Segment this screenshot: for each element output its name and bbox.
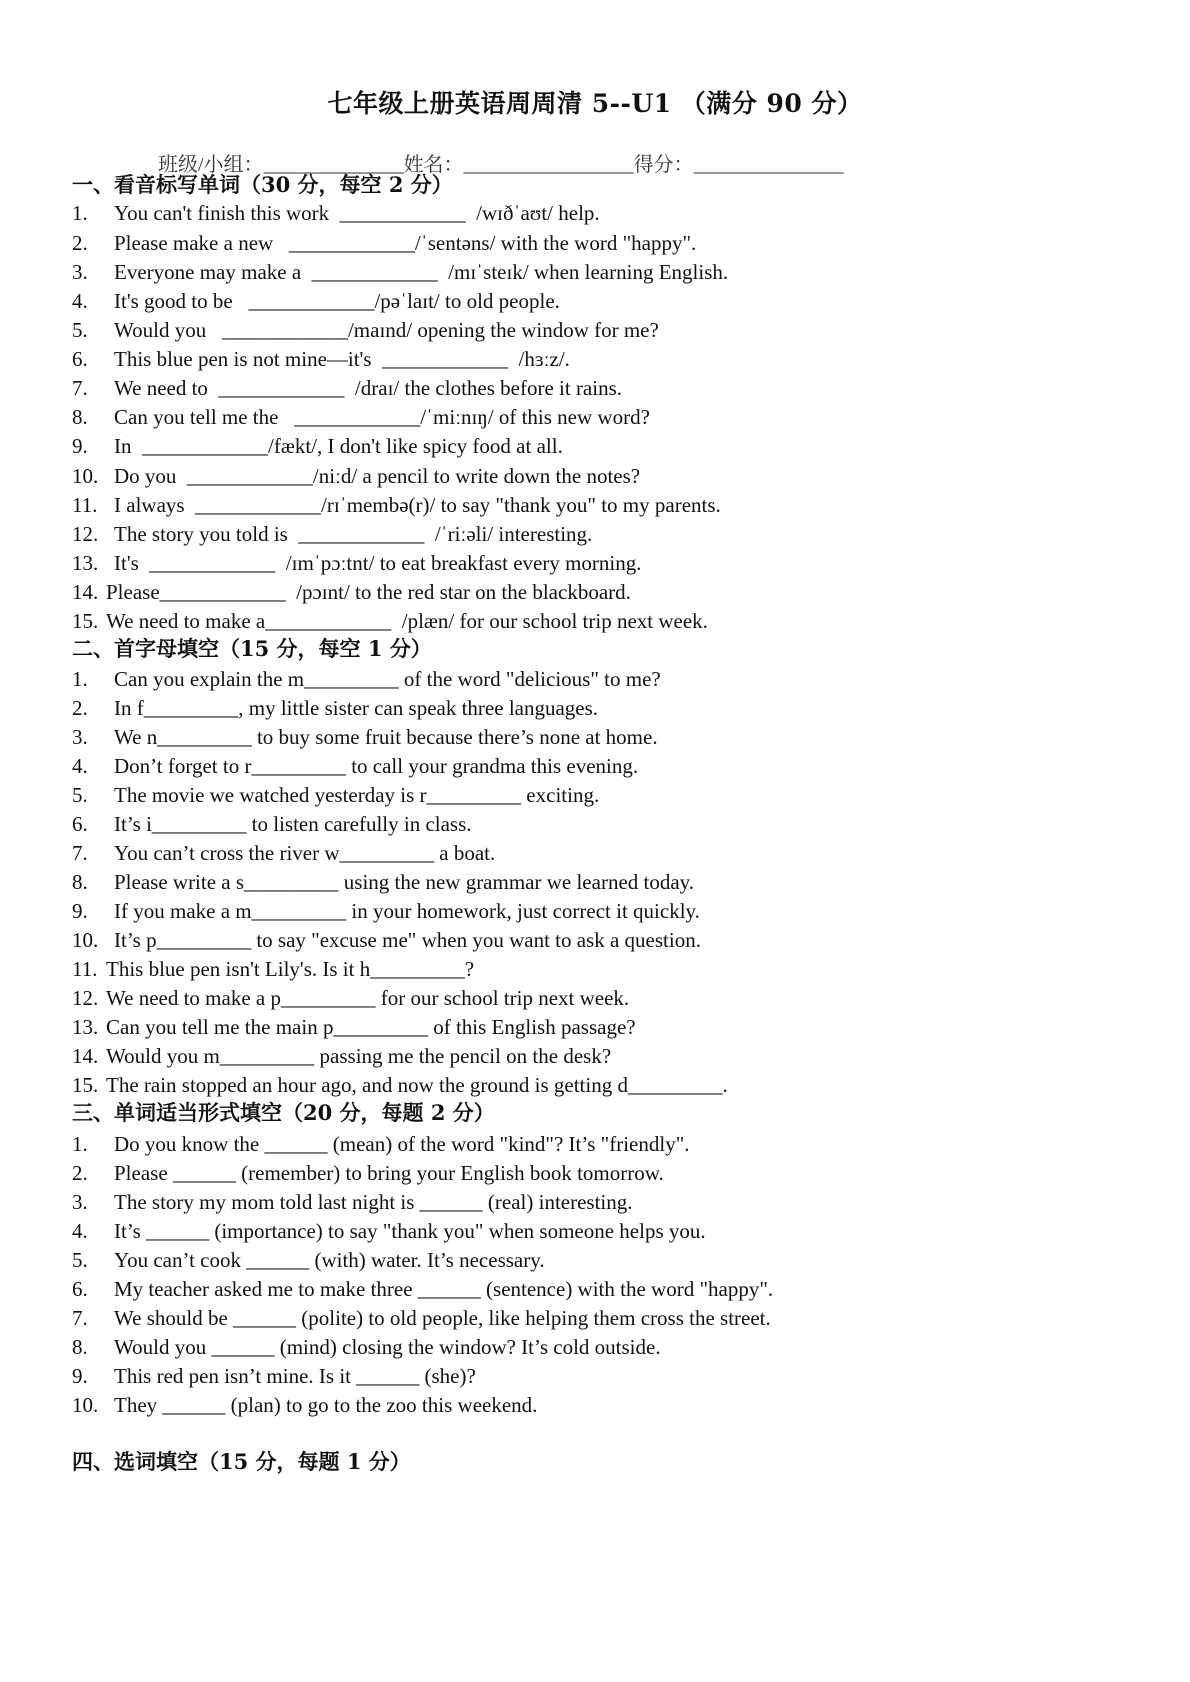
question-row: 6. It’s i_________ to listen carefully in class. [72,812,472,836]
score-field[interactable]: _______________ [693,154,844,176]
question-row: 8. Would you ______ (mind) closing the window? It’s cold outside. [72,1335,661,1359]
question-row: 4. Don’t forget to r_________ to call your grandma this evening. [72,754,639,778]
question-row: 3. The story my mom told last night is ______ (real) interesting. [72,1190,633,1214]
question-row: 8. Please write a s_________ using the new grammar we learned today. [72,870,695,894]
section-3-heading: 三、单词适当形式填空（20 分，每题 2 分） [72,1100,495,1125]
question-row: 7. We need to ____________ /draɪ/ the clothes before it rains. [72,376,623,400]
question-row: 5. Would you ____________/maɪnd/ opening the window for me? [72,318,659,342]
question-row: 9. If you make a m_________ in your homework, just correct it quickly. [72,899,700,923]
question-row: 15. We need to make a____________ /plæn/ for our school trip next week. [72,609,708,633]
section-1-heading: 一、看音标写单词（30 分，每空 2 分） [72,172,453,197]
question-row: 10. They ______ (plan) to go to the zoo this weekend. [72,1393,538,1417]
question-row: 6. My teacher asked me to make three ______ (sentence) with the word "happy". [72,1277,774,1301]
class-field[interactable]: ______________ [263,154,404,176]
question-row: 10. It’s p_________ to say "excuse me" when you want to ask a question. [72,928,701,952]
class-label: 班级/小组： [158,154,264,176]
question-row: 4. It’s ______ (importance) to say "thank you" when someone helps you. [72,1219,706,1243]
question-row: 1. Can you explain the m_________ of the word "delicious" to me? [72,667,661,691]
question-row: 13. Can you tell me the main p_________ of this English passage? [72,1015,636,1039]
question-row: 10. Do you ____________/niːd/ a pencil to write down the notes? [72,464,641,488]
question-row: 8. Can you tell me the ____________/ˈmiːnɪŋ/ of this new word? [72,405,650,429]
question-row: 1. Do you know the ______ (mean) of the word "kind"? It’s "friendly". [72,1132,690,1156]
question-row: 9. This red pen isn’t mine. Is it ______ (she)? [72,1364,476,1388]
question-row: 6. This blue pen is not mine—it's ____________ /hɜːz/. [72,347,570,371]
question-row: 2. Please make a new ____________/ˈsentəns/ with the word "happy". [72,231,697,255]
question-row: 3. Everyone may make a ____________ /mɪˈsteɪk/ when learning English. [72,260,729,284]
question-row: 9. In ____________/fækt/, I don't like spicy food at all. [72,434,563,458]
name-label: 姓名： [403,154,464,176]
section-2-heading: 二、首字母填空（15 分，每空 1 分） [72,636,432,661]
question-row: 13. It's ____________ /ɪmˈpɔːtnt/ to eat breakfast every morning. [72,551,642,575]
question-row: 14. Would you m_________ passing me the pencil on the desk? [72,1044,612,1068]
question-row: 12. We need to make a p_________ for our school trip next week. [72,986,630,1010]
question-row: 15. The rain stopped an hour ago, and now the ground is getting d_________. [72,1073,728,1097]
question-row: 5. You can’t cook ______ (with) water. It’s necessary. [72,1248,545,1272]
question-row: 3. We n_________ to buy some fruit because there’s none at home. [72,725,658,749]
question-row: 2. Please ______ (remember) to bring your English book tomorrow. [72,1161,664,1185]
question-row: 12. The story you told is ____________ /ˈriːəli/ interesting. [72,522,593,546]
question-row: 4. It's good to be ____________/pəˈlaɪt/ to old people. [72,289,560,313]
page-title: 七年级上册英语周周清 5--U1 （满分 90 分） [327,89,863,118]
question-row: 5. The movie we watched yesterday is r_________ exciting. [72,783,600,807]
question-row: 2. In f_________, my little sister can speak three languages. [72,696,599,720]
question-row: 11. This blue pen isn't Lily's. Is it h_________? [72,957,475,981]
section-4-heading: 四、选词填空（15 分，每题 1 分） [72,1449,411,1474]
name-field[interactable]: _________________ [463,154,634,176]
question-row: 7. We should be ______ (polite) to old people, like helping them cross the street. [72,1306,771,1330]
question-row: 7. You can’t cross the river w_________ a boat. [72,841,496,865]
question-row: 14. Please____________ /pɔɪnt/ to the red star on the blackboard. [72,580,631,604]
question-row: 1. You can't finish this work ____________ /wɪðˈaʊt/ help. [72,201,600,225]
question-row: 11. I always ____________/rɪˈmembə(r)/ to say "thank you" to my parents. [72,493,721,517]
score-label: 得分： [633,154,694,176]
